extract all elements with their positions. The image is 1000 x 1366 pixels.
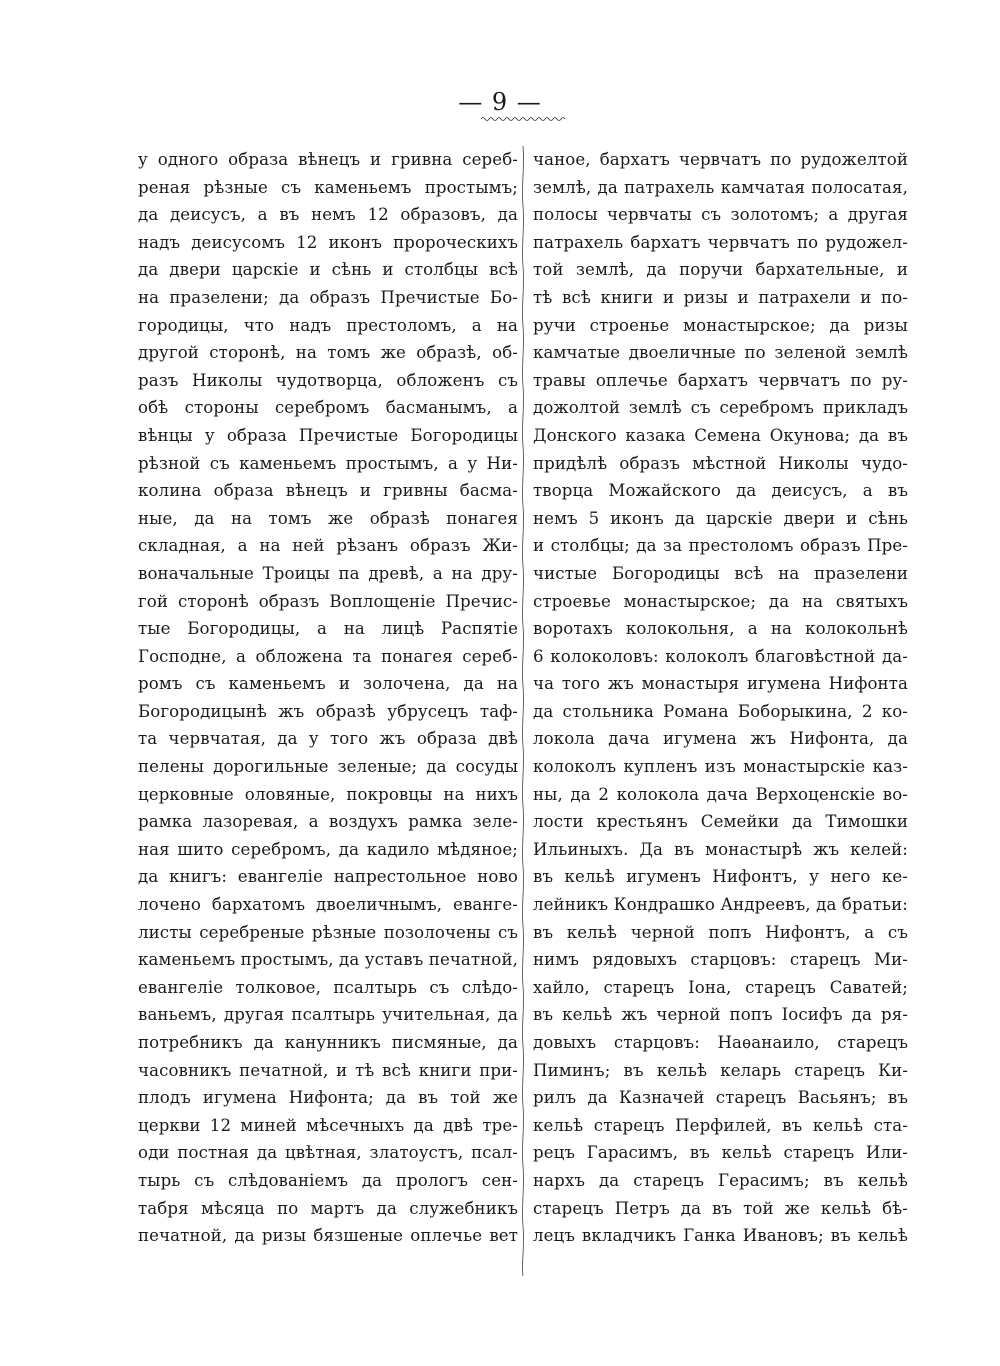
text-line: оди постная да цвѣтная, златоустъ, псал- xyxy=(138,1143,518,1163)
text-line: рамка лазоревая, а воздухъ рамка зеле- xyxy=(138,812,518,832)
text-line: на празелени; да образъ Пречистые Бо- xyxy=(138,287,518,307)
text-line: Богородицынѣ жъ образѣ убрусецъ таф- xyxy=(138,701,518,721)
text-line: другой сторонѣ, на томъ же образѣ, об- xyxy=(138,343,518,363)
text-line: немъ 5 иконъ да царскіе двери и сѣнь xyxy=(533,508,908,528)
text-line: дожолтой землѣ съ серебромъ прикладъ xyxy=(533,398,908,418)
text-line: въ кельѣ игуменъ Нифонтъ, у него ке- xyxy=(533,867,908,887)
text-line: колоколъ купленъ изъ монастырскіе каз- xyxy=(533,757,908,777)
text-line: тырь съ слѣдованіемъ да прологъ сен- xyxy=(138,1170,518,1190)
text-line: придѣлѣ образъ мѣстной Николы чудо- xyxy=(533,453,908,473)
text-line: чистые Богородицы всѣ на празелени xyxy=(533,563,908,583)
text-line: евангеліе толковое, псалтырь съ слѣдо- xyxy=(138,977,518,997)
text-line: печатной, да ризы бязшеные оплечье вет xyxy=(138,1226,518,1246)
text-line: 6 колоколовъ: колоколъ благовѣстной да- xyxy=(533,646,908,666)
text-line: творца Можайского да деисусъ, а въ xyxy=(533,481,908,501)
text-line: рилъ да Казначей старецъ Васьянъ; въ xyxy=(533,1088,908,1108)
text-line: городицы, что надъ престоломъ, а на xyxy=(138,315,518,335)
text-line: реная рѣзные съ каменьемъ простымъ; xyxy=(138,177,518,197)
text-line: воротахъ колокольня, а на колокольнѣ xyxy=(533,619,908,639)
text-line: каменьемъ простымъ, да уставъ печатной, xyxy=(138,950,518,970)
text-line: ручи строенье монастырское; да ризы xyxy=(533,315,908,335)
text-line: рецъ Гарасимъ, въ кельѣ старецъ Или- xyxy=(533,1143,908,1163)
text-line: ваньемъ, другая псалтырь учительная, да xyxy=(138,1005,518,1025)
text-line: Господне, а обложена та понагея сереб- xyxy=(138,646,518,666)
text-line: листы серебреные рѣзные позолочены съ xyxy=(138,922,518,942)
text-line: въ кельѣ черной попъ Нифонтъ, а съ xyxy=(533,922,908,942)
text-line: рѣзной съ каменьемъ простымъ, а у Ни- xyxy=(138,453,518,473)
text-line: ча того жъ монастыря игумена Нифонта xyxy=(533,674,908,694)
text-line: колина образа вѣнецъ и гривны басма- xyxy=(138,481,518,501)
left-text-column xyxy=(138,146,518,1250)
text-line: Ильиныхъ. Да въ монастырѣ жъ келей: xyxy=(533,839,908,859)
text-line: да книгъ: евангеліе напрестольное ново xyxy=(138,867,518,887)
text-line: плодъ игумена Нифонта; да въ той же xyxy=(138,1088,518,1108)
text-line: потребникъ да канунникъ писмяные, да xyxy=(138,1033,518,1052)
text-line: Донского казака Семена Окунова; да въ xyxy=(533,425,908,445)
text-line: полосы червчаты съ золотомъ; а другая xyxy=(533,205,908,225)
text-line: ные, да на томъ же образѣ понагея xyxy=(138,508,518,528)
text-line: ная шито серебромъ, да кадило мѣдяное; xyxy=(138,839,518,859)
text-line: локола дача игумена жъ Нифонта, да xyxy=(533,729,908,749)
text-line: складная, а на ней рѣзанъ образъ Жи- xyxy=(138,536,518,556)
text-line: церковные оловяные, покровцы на нихъ xyxy=(138,784,518,804)
text-line: разъ Николы чудотворца, обложенъ съ xyxy=(138,370,518,390)
text-line: нимъ рядовыхъ старцовъ: старецъ Ми- xyxy=(533,950,908,970)
text-line: тые Богородицы, а на лицѣ Распятіе xyxy=(138,619,518,639)
text-line: да деисусъ, а въ немъ 12 образовъ, да xyxy=(138,205,518,225)
text-line: въ кельѣ жъ черной попъ Іосифъ да ря- xyxy=(533,1005,908,1025)
text-line: Пиминъ; въ кельѣ келарь старецъ Ки- xyxy=(533,1060,908,1080)
text-line: лочено бархатомъ двоеличнымъ, еванге- xyxy=(138,895,518,915)
text-line: обѣ стороны серебромъ басманымъ, а xyxy=(138,398,518,418)
text-line: травы оплечье бархатъ червчатъ по ру- xyxy=(533,370,908,390)
text-line: хайло, старецъ Іона, старецъ Саватей; xyxy=(533,977,908,997)
text-line: чаное, бархатъ червчатъ по рудожелтой xyxy=(533,150,908,169)
text-line: воначальные Троицы па древѣ, а на дру- xyxy=(138,563,518,583)
text-line: землѣ, да патрахель камчатая полосатая, xyxy=(533,177,908,197)
text-line: вѣнцы у образа Пречистые Богородицы xyxy=(138,425,518,445)
text-line: довыхъ старцовъ: Наѳанаило, старецъ xyxy=(533,1033,908,1052)
text-line: ромъ съ каменьемъ и золочена, да на xyxy=(138,674,518,694)
page-number: — 9 — xyxy=(458,88,542,116)
text-line: церкви 12 миней мѣсечныхъ да двѣ тре- xyxy=(138,1115,518,1135)
text-line: пелены дорогильные зеленые; да сосуды xyxy=(138,757,518,777)
text-line: ны, да 2 колокола дача Верхоценскіе во- xyxy=(533,784,908,804)
text-line: часовникъ печатной, и тѣ всѣ книги при- xyxy=(138,1060,518,1080)
text-line: кельѣ старецъ Перфилей, въ кельѣ ста- xyxy=(533,1115,908,1135)
text-line: камчатые двоеличные по зеленой землѣ xyxy=(533,343,908,363)
text-line: у одного образа вѣнецъ и гривна сереб- xyxy=(138,150,518,169)
text-line: да стольника Романа Боборыкина, 2 ко- xyxy=(533,701,908,721)
text-line: тѣ всѣ книги и ризы и патрахели и по- xyxy=(533,287,908,307)
text-line: надъ деисусомъ 12 иконъ пророческихъ xyxy=(138,232,518,252)
text-line: та червчатая, да у того жъ образа двѣ xyxy=(138,729,518,749)
text-line: гой сторонѣ образъ Воплощеніе Пречис- xyxy=(138,591,518,611)
text-line: той землѣ, да поручи бархательные, и xyxy=(533,260,908,280)
text-line: лейникъ Кондрашко Андреевъ, да братьи: xyxy=(533,895,908,915)
decorative-wavy-rule xyxy=(481,116,565,122)
text-line: старецъ Петръ да въ той же кельѣ бѣ- xyxy=(533,1198,908,1218)
text-line: лецъ вкладчикъ Ганка Ивановъ; въ кельѣ xyxy=(533,1226,908,1246)
text-line: табря мѣсяца по мартъ да служебникъ xyxy=(138,1198,518,1218)
text-line: патрахель бархатъ червчатъ по рудожел- xyxy=(533,232,908,252)
text-line: строевье монастырское; да на святыхъ xyxy=(533,591,908,611)
right-text-column xyxy=(533,146,908,1250)
text-line: и столбцы; да за престоломъ образъ Пре- xyxy=(533,536,908,556)
column-divider xyxy=(519,146,527,1276)
text-line: да двери царскіе и сѣнь и столбцы всѣ xyxy=(138,260,518,280)
text-line: нархъ да старецъ Герасимъ; въ кельѣ xyxy=(533,1170,908,1190)
text-line: лости крестьянъ Семейки да Тимошки xyxy=(533,812,908,832)
